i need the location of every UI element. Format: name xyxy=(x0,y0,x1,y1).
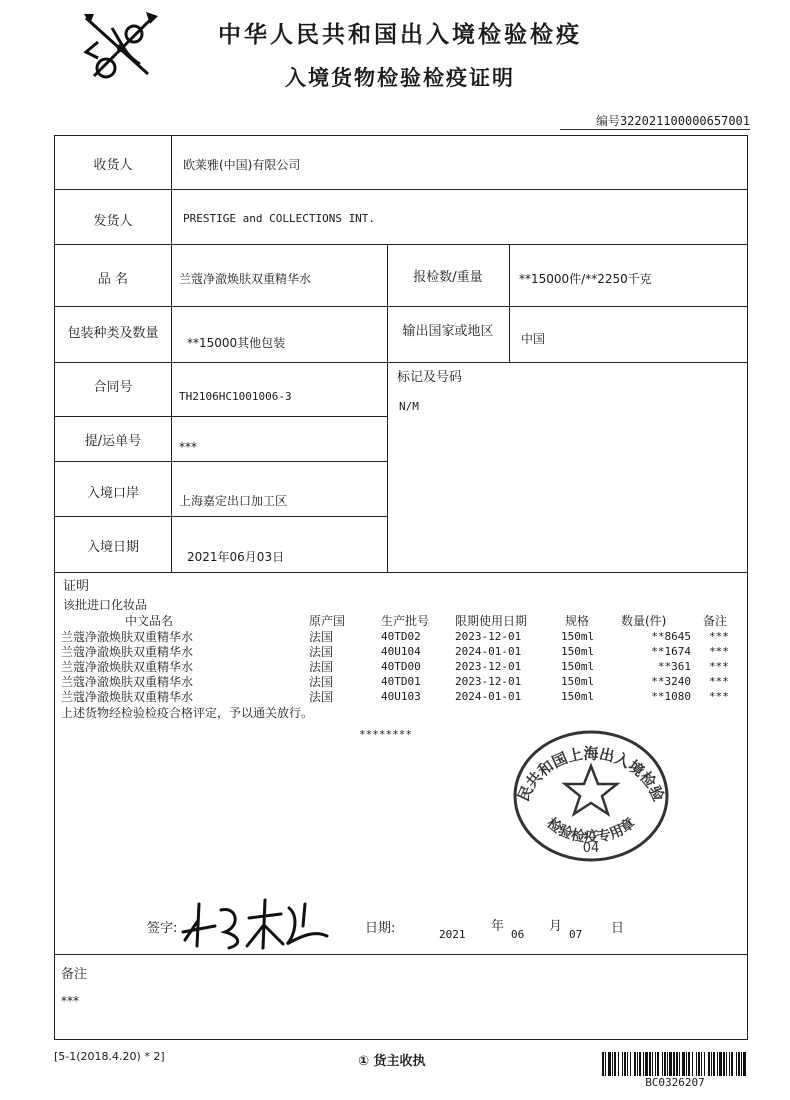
col-header-origin: 原产国 xyxy=(309,614,346,628)
table-row-batch: 40U104 xyxy=(381,645,421,658)
quantity-weight-value: **15000件/**2250千克 xyxy=(519,272,652,286)
table-row-expiry: 2023-12-01 xyxy=(455,630,522,643)
table-row-remark: *** xyxy=(709,690,729,703)
table-row-name: 兰蔻净澈焕肤双重精华水 xyxy=(61,645,194,659)
table-row-qty: **3240 xyxy=(651,675,691,688)
entry-port-value: 上海嘉定出口加工区 xyxy=(179,494,288,508)
marks-value: N/M xyxy=(399,400,419,413)
date-month: 06 xyxy=(511,928,525,941)
table-row-origin: 法国 xyxy=(309,645,334,659)
col-header-name: 中文品名 xyxy=(125,614,174,628)
entry-date-value: 2021年06月03日 xyxy=(187,550,285,564)
seal-bottom-text: 检验检疫专用章 xyxy=(543,815,639,846)
table-row-origin: 法国 xyxy=(309,690,334,704)
table-row-expiry: 2023-12-01 xyxy=(455,660,522,673)
table-row-name: 兰蔻净澈焕肤双重精华水 xyxy=(61,630,194,644)
bl-value: *** xyxy=(179,440,197,454)
table-row-batch: 40U103 xyxy=(381,690,421,703)
table-row-expiry: 2023-12-01 xyxy=(455,675,522,688)
seal-number: 04 xyxy=(582,841,600,856)
official-seal xyxy=(503,712,679,862)
table-row-expiry: 2024-01-01 xyxy=(455,690,522,703)
table-row-origin: 法国 xyxy=(309,660,334,674)
form-code: [5-1(2018.4.20) * 2] xyxy=(54,1050,165,1063)
col-header-spec: 规格 xyxy=(565,614,590,628)
table-row-qty: **8645 xyxy=(651,630,691,643)
form-frame xyxy=(54,135,748,1040)
table-row-origin: 法国 xyxy=(309,675,334,689)
col-header-remark: 备注 xyxy=(703,614,728,628)
date-label: 日期: xyxy=(365,921,396,936)
table-row-remark: *** xyxy=(709,660,729,673)
contract-value: TH2106HC1001006-3 xyxy=(179,390,292,403)
packing-label: 包装种类及数量 xyxy=(67,326,159,341)
table-row-qty: **1674 xyxy=(651,645,691,658)
table-row-spec: 150ml xyxy=(561,630,595,643)
product-value: 兰蔻净澈焕肤双重精华水 xyxy=(179,272,312,286)
table-row-qty: **1080 xyxy=(651,690,691,703)
document-title-line1: 中华人民共和国出入境检验检疫 xyxy=(218,21,582,48)
table-row-spec: 150ml xyxy=(561,690,595,703)
table-row-remark: *** xyxy=(709,645,729,658)
table-row-batch: 40TD00 xyxy=(381,660,421,673)
contract-label: 合同号 xyxy=(93,380,133,395)
packing-value: **15000其他包装 xyxy=(187,336,286,350)
table-row-batch: 40TD02 xyxy=(381,630,421,643)
col-header-expiry: 限期使用日期 xyxy=(455,614,528,628)
table-row-name: 兰蔻净澈焕肤双重精华水 xyxy=(61,660,194,674)
quantity-weight-label: 报检数/重量 xyxy=(413,270,483,285)
document-title-line2: 入境货物检验检疫证明 xyxy=(285,65,515,90)
col-header-batch: 生产批号 xyxy=(381,614,430,628)
copy-name: ① 货主收执 xyxy=(358,1054,426,1069)
table-row-spec: 150ml xyxy=(561,660,595,673)
certification-intro: 该批进口化妆品 xyxy=(63,598,148,612)
date-year: 2021 xyxy=(439,928,466,941)
day-unit: 日 xyxy=(611,921,625,936)
consignor-value: PRESTIGE and COLLECTIONS INT. xyxy=(183,212,376,225)
handwritten-signature xyxy=(177,896,337,952)
consignor-label: 发货人 xyxy=(93,214,133,229)
table-row-batch: 40TD01 xyxy=(381,675,421,688)
certification-end-mark: ******** xyxy=(359,728,412,741)
product-label: 品 名 xyxy=(97,272,129,287)
signature-label: 签字: xyxy=(147,921,178,936)
origin-country-value: 中国 xyxy=(521,332,546,346)
table-row-remark: *** xyxy=(709,630,729,643)
barcode-number: BC0326207 xyxy=(645,1076,705,1089)
table-row-spec: 150ml xyxy=(561,675,595,688)
bl-label: 提/运单号 xyxy=(84,434,142,449)
seal-text: 民共和国上海出入境检验 xyxy=(514,744,668,805)
table-row-spec: 150ml xyxy=(561,645,595,658)
consignee-label: 收货人 xyxy=(93,158,133,173)
svg-text:中华人民共和国上海出入境检验检疫局 xyxy=(503,712,668,804)
table-row-qty: **361 xyxy=(657,660,691,673)
inspection-emblem-icon xyxy=(76,8,166,92)
table-row-origin: 法国 xyxy=(309,630,334,644)
col-header-qty: 数量(件) xyxy=(621,614,667,628)
certificate-number: 编号322021100000657001 xyxy=(560,112,750,130)
remarks-value: *** xyxy=(61,994,79,1008)
origin-country-label: 输出国家或地区 xyxy=(402,324,494,339)
consignee-value: 欧莱雅(中国)有限公司 xyxy=(183,158,301,172)
remarks-label: 备注 xyxy=(61,967,88,982)
certification-conclusion: 上述货物经检验检疫合格评定，予以通关放行。 xyxy=(61,706,314,720)
date-day: 07 xyxy=(569,928,583,941)
month-unit: 月 xyxy=(549,919,563,934)
table-row-expiry: 2024-01-01 xyxy=(455,645,522,658)
table-row-remark: *** xyxy=(709,675,729,688)
table-row-name: 兰蔻净澈焕肤双重精华水 xyxy=(61,675,194,689)
entry-date-label: 入境日期 xyxy=(86,540,139,555)
entry-port-label: 入境口岸 xyxy=(86,486,139,501)
barcode-icon xyxy=(600,1052,750,1076)
certification-heading: 证明 xyxy=(63,579,90,594)
marks-label: 标记及号码 xyxy=(397,370,463,385)
table-row-name: 兰蔻净澈焕肤双重精华水 xyxy=(61,690,194,704)
year-unit: 年 xyxy=(491,919,505,934)
